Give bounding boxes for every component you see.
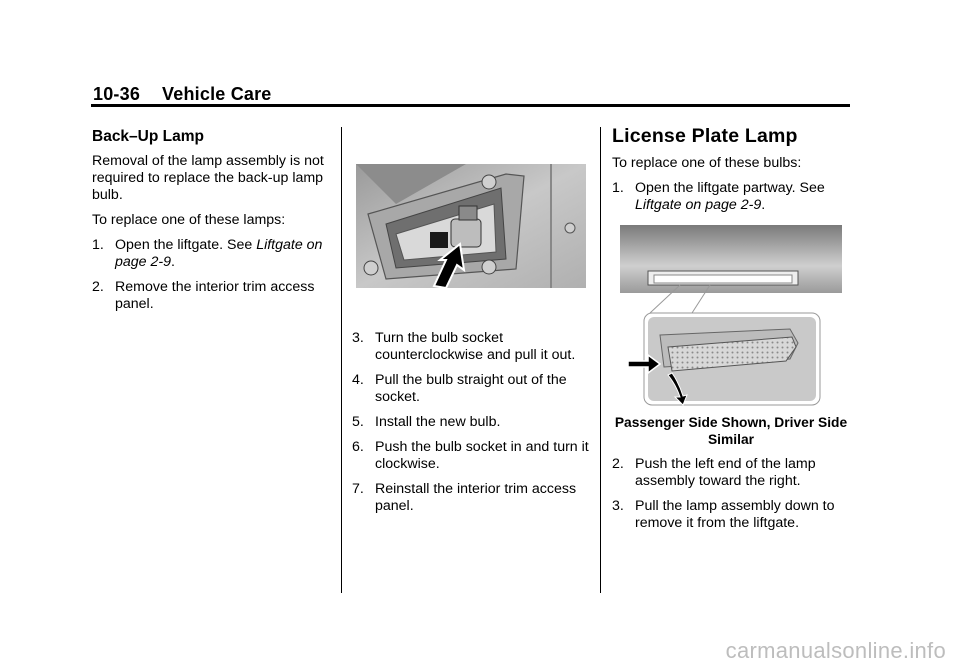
- bulb-socket-figure: [356, 164, 586, 288]
- license-step-1: 1. Open the liftgate partway. See Liftgate on page 2-9.: [612, 180, 825, 213]
- license-step-3: 3. Pull the lamp assembly down to remove it from the liftgate.: [612, 498, 835, 531]
- liftgate-reference-link[interactable]: Liftgate on page 2-9: [115, 237, 323, 270]
- bulb-step-3: 3. Turn the bulb socket counterclockwise and pull it out.: [352, 330, 576, 363]
- license-plate-lead: To replace one of these bulbs:: [612, 155, 802, 171]
- license-step-2: 2. Push the left end of the lamp assembly toward the right.: [612, 456, 816, 489]
- liftgate-reference-link-2[interactable]: Liftgate on page 2-9: [635, 197, 762, 213]
- back-up-lamp-intro: Removal of the lamp assembly is not required to replace the back-up lamp bulb.: [92, 153, 324, 203]
- bulb-socket-illustration: [356, 164, 586, 293]
- back-up-lamp-heading: Back–Up Lamp: [92, 128, 204, 145]
- column-bulb-steps: [352, 330, 592, 523]
- back-up-step-2: 2. Remove the interior trim access panel.: [92, 279, 315, 312]
- back-up-step-1: 1. Open the liftgate. See Liftgate on page 2-9.: [92, 237, 323, 270]
- column-license-plate-lamp: [612, 125, 850, 222]
- column-back-up-lamp: [92, 128, 330, 321]
- figure-caption: Passenger Side Shown, Driver Side Similar: [614, 415, 848, 447]
- license-plate-figure: [620, 225, 842, 407]
- bulb-step-7: 7. Reinstall the interior trim access panel.: [352, 481, 577, 514]
- watermark: carmanualsonline.info: [725, 638, 946, 663]
- column-divider-1: [341, 127, 342, 593]
- column-license-plate-lower: [612, 414, 850, 540]
- license-plate-lamp-heading: License Plate Lamp: [612, 125, 798, 147]
- page-number: 10-36: [93, 84, 141, 104]
- back-up-lamp-lead: To replace one of these lamps:: [92, 212, 286, 228]
- license-plate-lamp-illustration: [620, 225, 842, 412]
- bulb-step-4: 4. Pull the bulb straight out of the socket.: [352, 372, 567, 405]
- section-title: Vehicle Care: [162, 84, 272, 104]
- page-header: [93, 84, 272, 105]
- bulb-step-5: 5. Install the new bulb.: [352, 414, 501, 430]
- column-divider-2: [600, 127, 601, 593]
- bulb-step-6: 6. Push the bulb socket in and turn it clockwise.: [352, 439, 589, 472]
- header-rule: [91, 104, 850, 107]
